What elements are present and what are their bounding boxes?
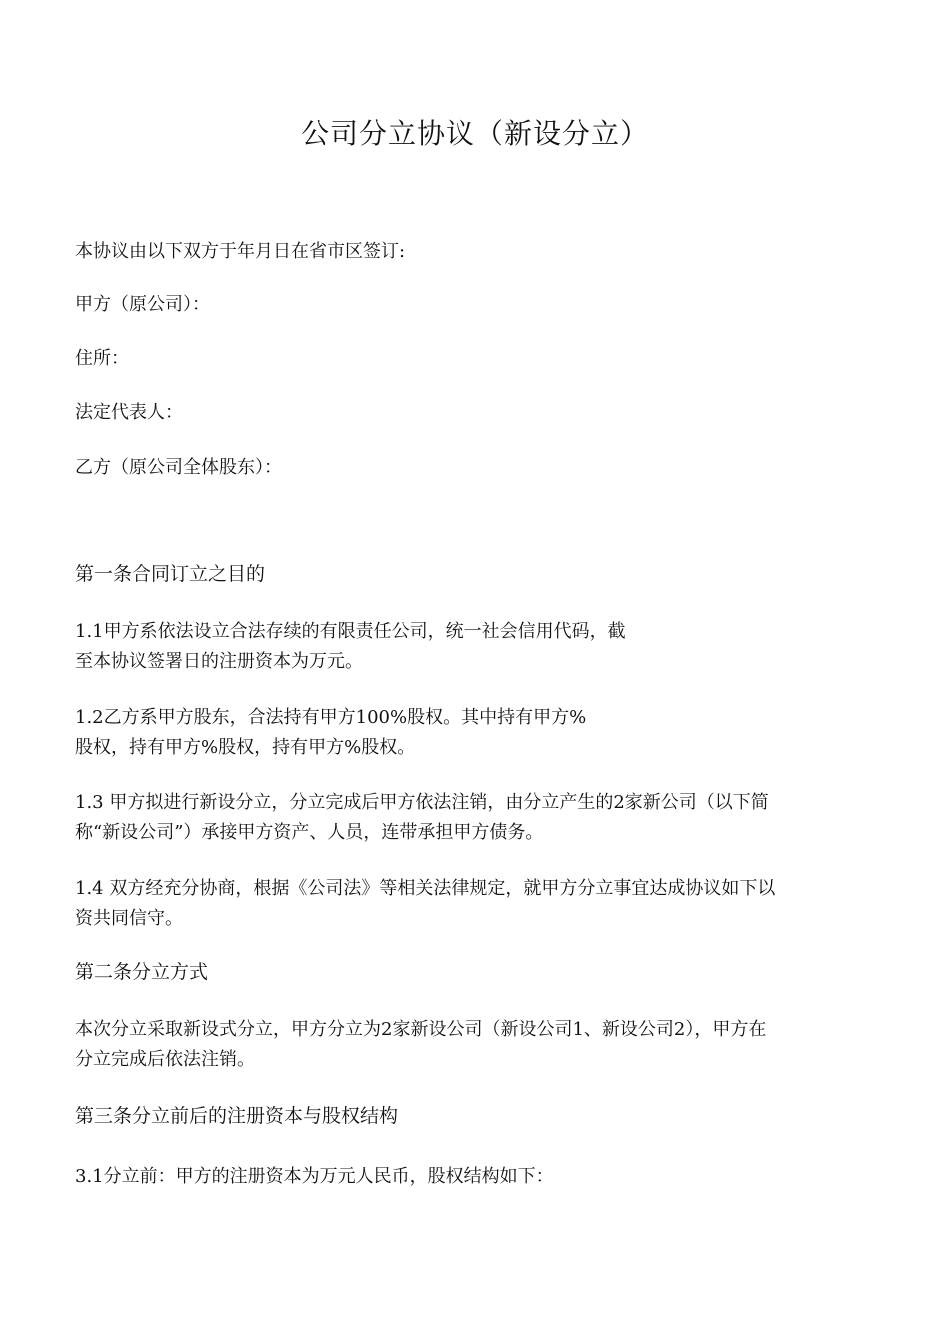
clause-3-1: 3.1分立前：甲方的注册资本为万元人民币，股权结构如下：	[75, 1166, 554, 1187]
clause-1-2	[75, 703, 875, 763]
clause-1-3-line2: 称“新设公司”）承接甲方资产、人员，连带承担甲方债务。	[75, 822, 544, 843]
clause-1-3	[75, 788, 875, 848]
address-line: 住所：	[75, 348, 129, 369]
party-b-line: 乙方（原公司全体股东）：	[75, 457, 282, 478]
clause-1-4-line1: 1.4 双方经充分协商，根据《公司法》等相关法律规定，就甲方分立事宜达成协议如下以	[75, 878, 776, 899]
article3-heading: 第三条分立前后的注册资本与股权结构	[75, 1105, 399, 1127]
legal-rep-line: 法定代表人：	[75, 402, 183, 423]
clause-1-2-line1: 1.2乙方系甲方股东，合法持有甲方100%股权。其中持有甲方%	[75, 707, 587, 728]
clause-1-3-line1: 1.3 甲方拟进行新设分立，分立完成后甲方依法注销，由分立产生的2家新公司（以下简	[75, 792, 769, 813]
article2-paragraph	[75, 1015, 875, 1075]
clause-1-1-line1: 1.1甲方系依法设立合法存续的有限责任公司，统一社会信用代码，截	[75, 621, 626, 642]
document-title: 公司分立协议（新设分立）	[300, 117, 649, 150]
clause-1-1-line2: 至本协议签署日的注册资本为万元。	[75, 651, 363, 672]
article2-line2: 分立完成后依法注销。	[75, 1049, 255, 1070]
clause-1-2-line2: 股权，持有甲方%股权，持有甲方%股权。	[75, 737, 416, 758]
clause-1-4	[75, 874, 875, 934]
party-a-line: 甲方（原公司）：	[75, 294, 210, 315]
clause-1-1	[75, 617, 875, 677]
article2-heading: 第二条分立方式	[75, 961, 209, 983]
article2-line1: 本次分立采取新设式分立，甲方分立为2家新设公司（新设公司1、新设公司2），甲方在	[75, 1019, 767, 1040]
intro-line: 本协议由以下双方于年月日在省市区签订:	[75, 241, 406, 262]
clause-1-4-line2: 资共同信守。	[75, 908, 183, 929]
article1-heading: 第一条合同订立之目的	[75, 563, 266, 585]
